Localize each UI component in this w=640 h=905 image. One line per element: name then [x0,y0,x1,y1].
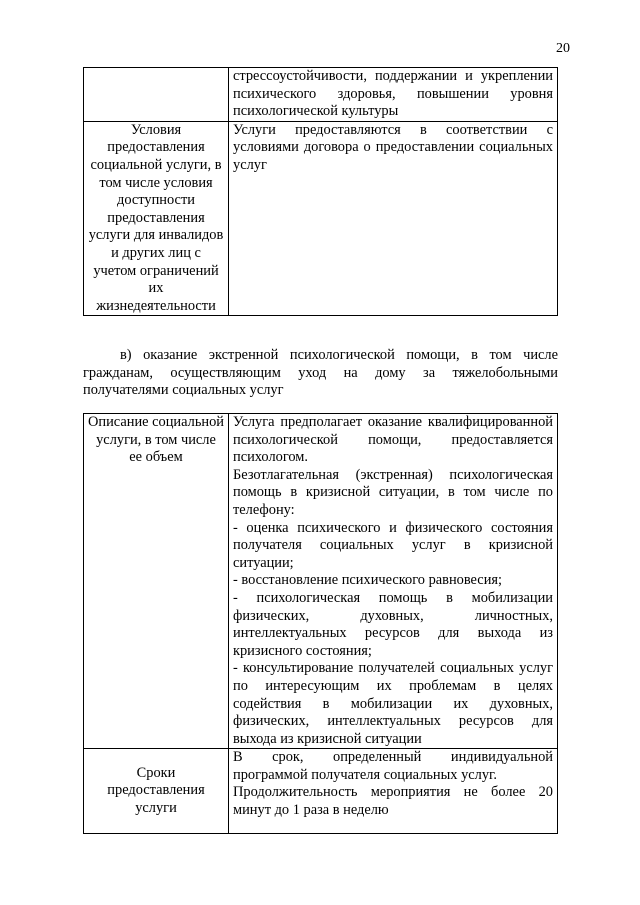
table-cell-label: Условия предоставления социальной услуги, в том числе условия доступности предоставления услуги для инвалидов и других лиц с учетом ограничений их жизнедеятельности [84,121,229,316]
paragraph: - оценка психического и физического состояния получателя социальных услуг в кризисной ситуации; [233,519,553,571]
table-cell-text [229,414,558,749]
table-row [84,749,558,834]
table-cell-text [229,121,558,316]
paragraph: - консультирование получателей социальных услуг по интересующим их проблемам в целях содействия в мобилизации их духовных, физических, интеллектуальных ресурсов для выхода из кризисной ситуации [233,660,553,747]
table-row [84,121,558,316]
table-cell-text [229,749,558,834]
table-cell-text [229,68,558,122]
table-cell-label: Сроки предоставления услуги [84,749,229,834]
paragraph: Услуги предоставляются в соответствии с условиями договора о предоставлении социальных услуг [233,121,553,173]
paragraph: - восстановление психического равновесия; [233,572,503,589]
service-description-table [83,413,558,834]
table-row [84,68,558,122]
section-heading: в) оказание экстренной психологической помощи, в том числе гражданам, осуществляющим уход на дому за тяжелобольными получателями социальных услуг [83,347,558,399]
paragraph: - психологическая помощь в мобилизации физических, духовных, личностных, интеллектуальных ресурсов для выхода из кризисного состояния; [233,589,553,659]
paragraph: В срок, определенный индивидуальной программой получателя социальных услуг. [233,749,553,783]
table-cell-label: Описание социальной услуги, в том числе ее объем [84,414,229,749]
paragraph: Безотлагательная (экстренная) психологическая помощь в кризисной ситуации, в том числе по телефону: [233,466,553,518]
table-row [84,414,558,749]
page-number: 20 [556,41,570,56]
conditions-table [83,67,558,316]
paragraph: Продолжительность мероприятия не более 20 минут до 1 раза в неделю [233,784,553,819]
table-cell-label [84,68,229,122]
paragraph: Услуга предполагает оказание квалифицированной психологической помощи, предоставляется психологом. [233,414,553,466]
paragraph: стрессоустойчивости, поддержании и укреплении психического здоровья, повышении уровня психологической культуры [233,68,553,120]
